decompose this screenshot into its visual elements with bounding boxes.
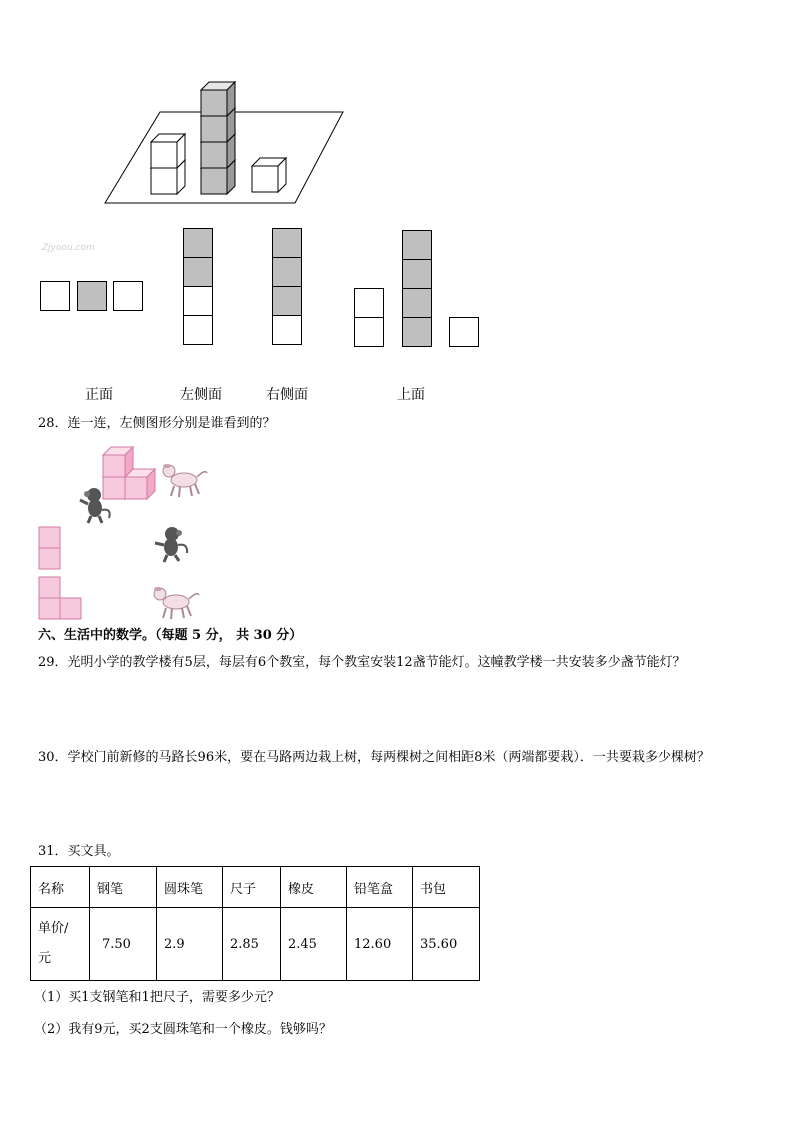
table-row [31,908,480,981]
table-cell: 橡皮 [281,867,347,908]
monkey-icon [76,484,116,524]
dog-icon [160,460,210,500]
table-cell: 圆珠笔 [157,867,223,908]
label-left-side: 左侧面 [180,387,222,403]
question-28: 28．连一连，左侧图形分别是谁看到的？ [38,416,276,431]
monkey-icon-2 [152,523,192,563]
table-cell: 钢笔 [90,867,157,908]
label-top: 上面 [397,387,425,403]
table-header-row [31,867,480,908]
label-front: 正面 [85,387,113,403]
table-cell: 12.60 [347,908,413,981]
row-label-line-1: 单价/ [38,921,69,936]
cube-arrangement-figure [100,80,350,210]
table-cell: 7.50 [90,908,157,981]
dog-icon-2 [150,582,202,622]
question-31: 31．买文具。 [38,844,120,859]
price-table [30,866,480,981]
table-cell: 书包 [413,867,480,908]
section-6-title: 六、生活中的数学。（每题 5 分， 共 30 分） [38,628,303,643]
table-cell: 2.45 [281,908,347,981]
table-cell: 尺子 [223,867,281,908]
question-29: 29．光明小学的教学楼有5层，每层有6个教室，每个教室安装12盏节能灯。这幢教学楼一共安装多少盏节能灯？ [38,655,686,670]
question-31-sub-2: （2）我有9元，买2支圆珠笔和一个橡皮。钱够吗？ [34,1022,332,1037]
table-cell: 35.60 [413,908,480,981]
label-right-side: 右侧面 [266,387,308,403]
watermark: Zjyoou.com [42,243,95,253]
table-cell: 名称 [31,867,90,908]
pink-view-l-shape [38,576,84,620]
table-row-label [31,908,90,981]
row-label-line-2: 元 [38,951,52,966]
pink-view-two-stack [38,526,62,570]
table-cell: 2.85 [223,908,281,981]
table-cell: 铅笔盒 [347,867,413,908]
question-31-sub-1: （1）买1支钢笔和1把尺子，需要多少元？ [34,990,280,1005]
question-30: 30．学校门前新修的马路长96米，要在马路两边栽上树，每两棵树之间相距8米（两端都要栽）．一共要栽多少棵树？ [38,750,710,765]
table-cell: 2.9 [157,908,223,981]
